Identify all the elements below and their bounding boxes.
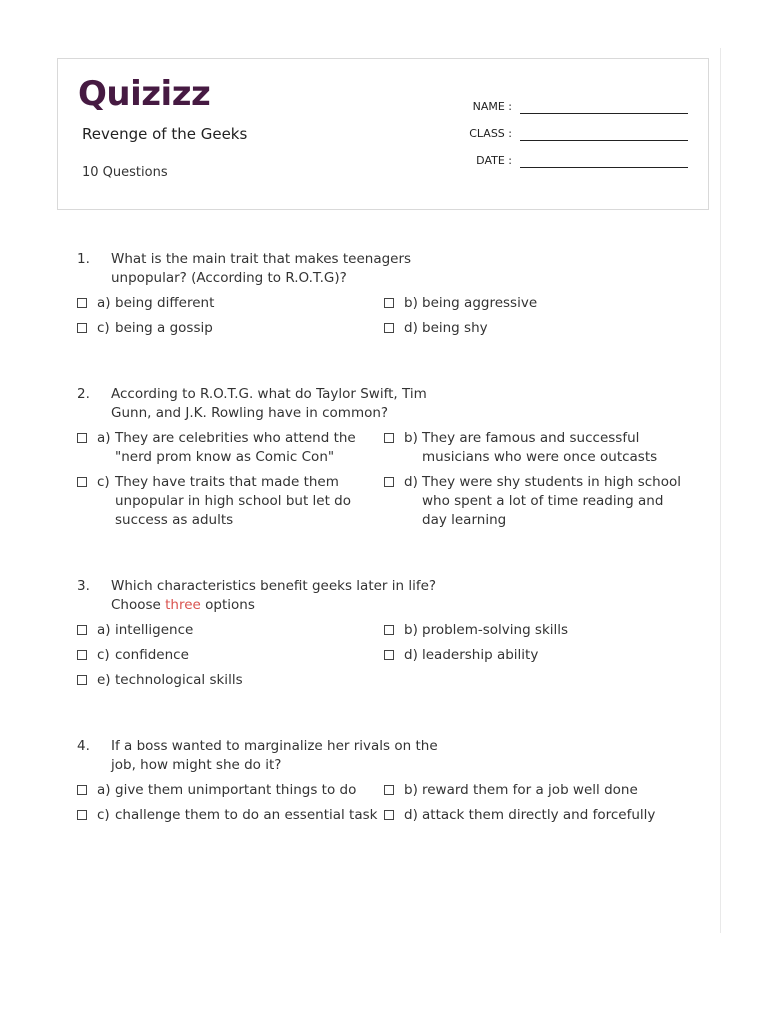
checkbox[interactable]: [77, 625, 87, 635]
option-text: challenge them to do an essential task: [115, 807, 378, 823]
option-a[interactable]: [77, 621, 384, 640]
option-text: They have traits that made them unpopular in high school but let do success as adults: [115, 474, 352, 528]
worksheet-header: [57, 58, 709, 210]
checkbox[interactable]: [77, 323, 87, 333]
question-number: 3.: [77, 578, 90, 594]
question-count: 10 Questions: [82, 165, 168, 180]
option-b[interactable]: [384, 621, 687, 640]
student-fields: [448, 89, 688, 170]
option-c[interactable]: [77, 646, 384, 665]
option-text: confidence: [115, 647, 189, 663]
name-label: NAME :: [472, 100, 512, 113]
option-letter: d): [404, 647, 418, 663]
option-e[interactable]: [77, 671, 687, 690]
quiz-title: Revenge of the Geeks: [82, 125, 248, 143]
option-a[interactable]: [77, 294, 384, 313]
option-b[interactable]: [384, 294, 687, 313]
option-c[interactable]: [77, 319, 384, 338]
option-text: intelligence: [115, 622, 194, 638]
option-text: problem-solving skills: [422, 622, 569, 638]
quizizz-logo: Quizizz: [78, 74, 211, 114]
option-text: They were shy students in high school who spent a lot of time reading and day learning: [422, 474, 681, 528]
option-text: leadership ability: [422, 647, 539, 663]
option-c[interactable]: [77, 806, 384, 825]
option-text: They are celebrities who attend the "nerd prom know as Comic Con": [115, 430, 356, 465]
option-c[interactable]: [77, 473, 384, 530]
checkbox[interactable]: [77, 785, 87, 795]
checkbox[interactable]: [384, 477, 394, 487]
option-list: [77, 621, 687, 690]
question-text: [111, 577, 687, 615]
option-letter: a): [97, 295, 111, 311]
option-letter: e): [97, 672, 111, 688]
checkbox[interactable]: [77, 675, 87, 685]
option-text: attack them directly and forcefully: [422, 807, 656, 823]
date-label: DATE :: [476, 154, 512, 167]
option-text: being shy: [422, 320, 488, 336]
option-a[interactable]: [77, 429, 384, 467]
question-text-start: Which characteristics benefit geeks later in life? Choose: [111, 578, 437, 613]
name-line[interactable]: [520, 99, 688, 114]
option-text: They are famous and successful musicians who were once outcasts: [422, 430, 658, 465]
option-letter: d): [404, 320, 418, 336]
question-1: [77, 250, 687, 338]
option-letter: c): [97, 647, 110, 663]
option-letter: d): [404, 474, 418, 490]
option-b[interactable]: [384, 781, 687, 800]
checkbox[interactable]: [384, 650, 394, 660]
class-line[interactable]: [520, 126, 688, 141]
name-field[interactable]: [448, 89, 688, 116]
option-text: being different: [115, 295, 215, 311]
option-text: technological skills: [115, 672, 243, 688]
option-letter: a): [97, 622, 111, 638]
date-field[interactable]: [448, 143, 688, 170]
option-text: reward them for a job well done: [422, 782, 638, 798]
option-letter: c): [97, 474, 110, 490]
option-letter: b): [404, 622, 418, 638]
option-letter: c): [97, 320, 110, 336]
option-d[interactable]: [384, 646, 687, 665]
question-text: What is the main trait that makes teenagers unpopular? (According to R.O.T.G)?: [111, 251, 412, 286]
option-a[interactable]: [77, 781, 384, 800]
question-4: [77, 737, 687, 825]
question-number: 2.: [77, 386, 90, 402]
date-line[interactable]: [520, 153, 688, 168]
checkbox[interactable]: [77, 477, 87, 487]
option-d[interactable]: [384, 473, 687, 530]
option-letter: b): [404, 782, 418, 798]
option-letter: d): [404, 807, 418, 823]
checkbox[interactable]: [384, 298, 394, 308]
checkbox[interactable]: [384, 625, 394, 635]
question-text: If a boss wanted to marginalize her rivals on the job, how might she do it?: [111, 738, 438, 773]
option-letter: a): [97, 782, 111, 798]
option-letter: b): [404, 295, 418, 311]
checkbox[interactable]: [77, 433, 87, 443]
checkbox[interactable]: [77, 298, 87, 308]
question-2: [77, 385, 687, 530]
question-3: [77, 577, 687, 690]
checkbox[interactable]: [384, 810, 394, 820]
option-letter: c): [97, 807, 110, 823]
checkbox[interactable]: [384, 785, 394, 795]
option-d[interactable]: [384, 319, 687, 338]
option-b[interactable]: [384, 429, 687, 467]
class-label: CLASS :: [469, 127, 512, 140]
checkbox[interactable]: [384, 433, 394, 443]
question-number: 4.: [77, 738, 90, 754]
question-number: 1.: [77, 251, 90, 267]
checkbox[interactable]: [384, 323, 394, 333]
question-text: According to R.O.T.G. what do Taylor Swift, Tim Gunn, and J.K. Rowling have in common?: [111, 386, 427, 421]
option-d[interactable]: [384, 806, 687, 825]
option-text: being a gossip: [115, 320, 213, 336]
option-letter: b): [404, 430, 418, 446]
page-edge-rule: [720, 48, 721, 933]
question-text-highlight: three: [165, 597, 201, 613]
checkbox[interactable]: [77, 650, 87, 660]
checkbox[interactable]: [77, 810, 87, 820]
option-letter: a): [97, 430, 111, 446]
class-field[interactable]: [448, 116, 688, 143]
option-text: being aggressive: [422, 295, 538, 311]
option-list: [77, 781, 687, 825]
question-text-end: options: [200, 597, 255, 613]
option-text: give them unimportant things to do: [115, 782, 357, 798]
option-list: [77, 294, 687, 338]
option-list: [77, 429, 687, 530]
